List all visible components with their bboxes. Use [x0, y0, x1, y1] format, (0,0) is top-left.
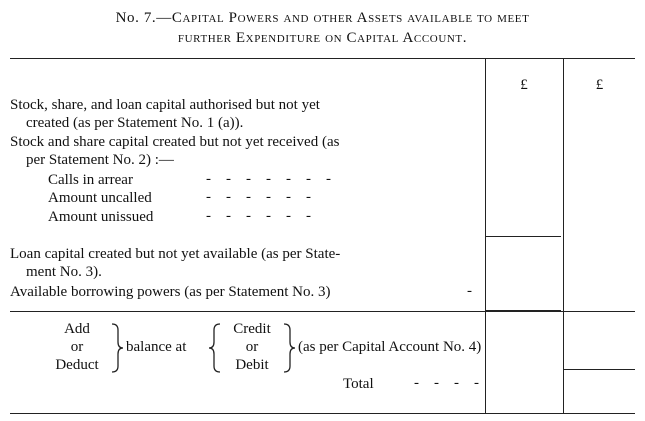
col1-subtotal-rule-1 [485, 236, 561, 237]
item-loan-created-line1: Loan capital created but not yet available (as per State- [10, 246, 341, 262]
item-borrowing-powers: Available borrowing powers (as per Statement No. 3) [10, 284, 331, 300]
label-capital-account-ref: (as per Capital Account No. 4) [298, 339, 482, 355]
label-deduct: Deduct [55, 357, 99, 373]
item-loan-created-line2: ment No. 3). [26, 264, 102, 280]
section-rule-1 [10, 311, 635, 312]
label-or-1: or [70, 339, 84, 355]
table-title-line1 [0, 10, 645, 27]
title-number: No. 7.— [115, 10, 172, 26]
currency-header-col1: £ [520, 77, 528, 93]
label-balance-at: balance at [126, 339, 187, 355]
col1-subtotal-rule-2 [485, 310, 561, 311]
item-amount-unissued: Amount unissued [48, 209, 154, 225]
col2-total-rule [563, 369, 635, 370]
leader-borrowing-powers: - [467, 283, 472, 299]
leader-calls-in-arrear: - - - - - - - [206, 171, 331, 187]
item-amount-uncalled: Amount uncalled [48, 190, 152, 206]
title-text: Capital Powers and other Assets available to meet [171, 10, 530, 26]
right-brace-icon-2 [282, 322, 296, 374]
item-stock-created-line2: per Statement No. 2) :— [26, 152, 174, 168]
currency-header-col2: £ [595, 77, 604, 93]
label-or-2: or [245, 339, 259, 355]
item-calls-in-arrear: Calls in arrear [48, 172, 133, 188]
leader-amount-uncalled: - - - - - - [206, 189, 311, 205]
top-rule [10, 58, 635, 59]
column-divider-2 [563, 58, 564, 413]
label-debit: Debit [235, 357, 269, 373]
leader-amount-unissued: - - - - - - [206, 208, 311, 224]
table-title-line2: further Expenditure on Capital Account. [177, 30, 468, 46]
item-stock-authorised-line1: Stock, share, and loan capital authorised but not yet [10, 97, 320, 113]
item-stock-created-line1: Stock and share capital created but not yet received (as [10, 134, 340, 150]
bottom-rule [10, 413, 635, 414]
label-total: Total [343, 376, 374, 392]
item-stock-authorised-line2: created (as per Statement No. 1 (a)). [26, 115, 244, 131]
right-brace-icon [110, 322, 124, 374]
leader-total: - - - - [414, 375, 479, 391]
label-credit: Credit [233, 321, 271, 337]
label-add: Add [64, 321, 90, 337]
